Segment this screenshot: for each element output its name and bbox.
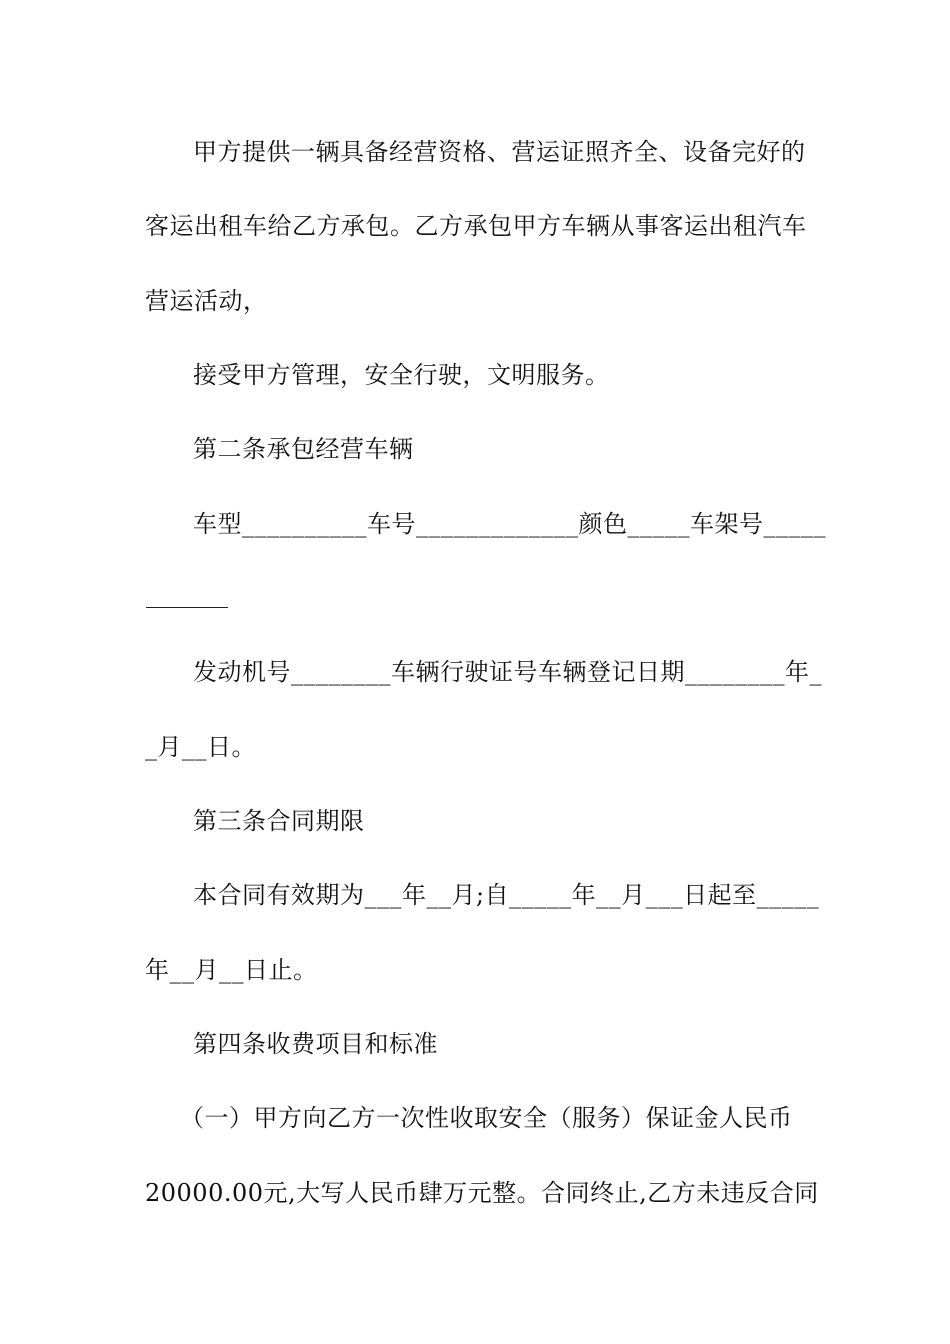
section-heading-4: 第四条收费项目和标准 xyxy=(193,1030,438,1058)
vehicle-info-line-2: 发动机号________车辆行驶证号车辆登记日期________年_ xyxy=(193,658,822,686)
contract-term-line-2: 年__月__日止。 xyxy=(145,956,318,984)
fee-item-line-1: （一）甲方向乙方一次性收取安全（服务）保证金人民币 xyxy=(180,1104,793,1132)
contract-term-line-1: 本合同有效期为___年__月;自_____年__月___日起至_____ xyxy=(193,881,820,909)
paragraph-line-2: 客运出租车给乙方承包。乙方承包甲方车辆从事客运出租汽车 xyxy=(145,212,807,240)
section-heading-3: 第三条合同期限 xyxy=(193,807,365,835)
paragraph-line-4: 接受甲方管理，安全行驶，文明服务。 xyxy=(193,361,610,389)
vehicle-info-line-3: _月__日。 xyxy=(145,733,256,761)
paragraph-line-3: 营运活动， xyxy=(145,287,268,315)
fee-item-line-2: 20000.00元,大写人民币肆万元整。合同终止,乙方未违反合同 xyxy=(145,1179,819,1207)
section-heading-2: 第二条承包经营车辆 xyxy=(193,435,414,463)
blank-underline xyxy=(146,607,228,608)
vehicle-info-line-1: 车型__________车号_____________颜色_____车架号_____ xyxy=(193,510,826,538)
paragraph-line-1: 甲方提供一辆具备经营资格、营运证照齐全、设备完好的 xyxy=(193,138,806,166)
